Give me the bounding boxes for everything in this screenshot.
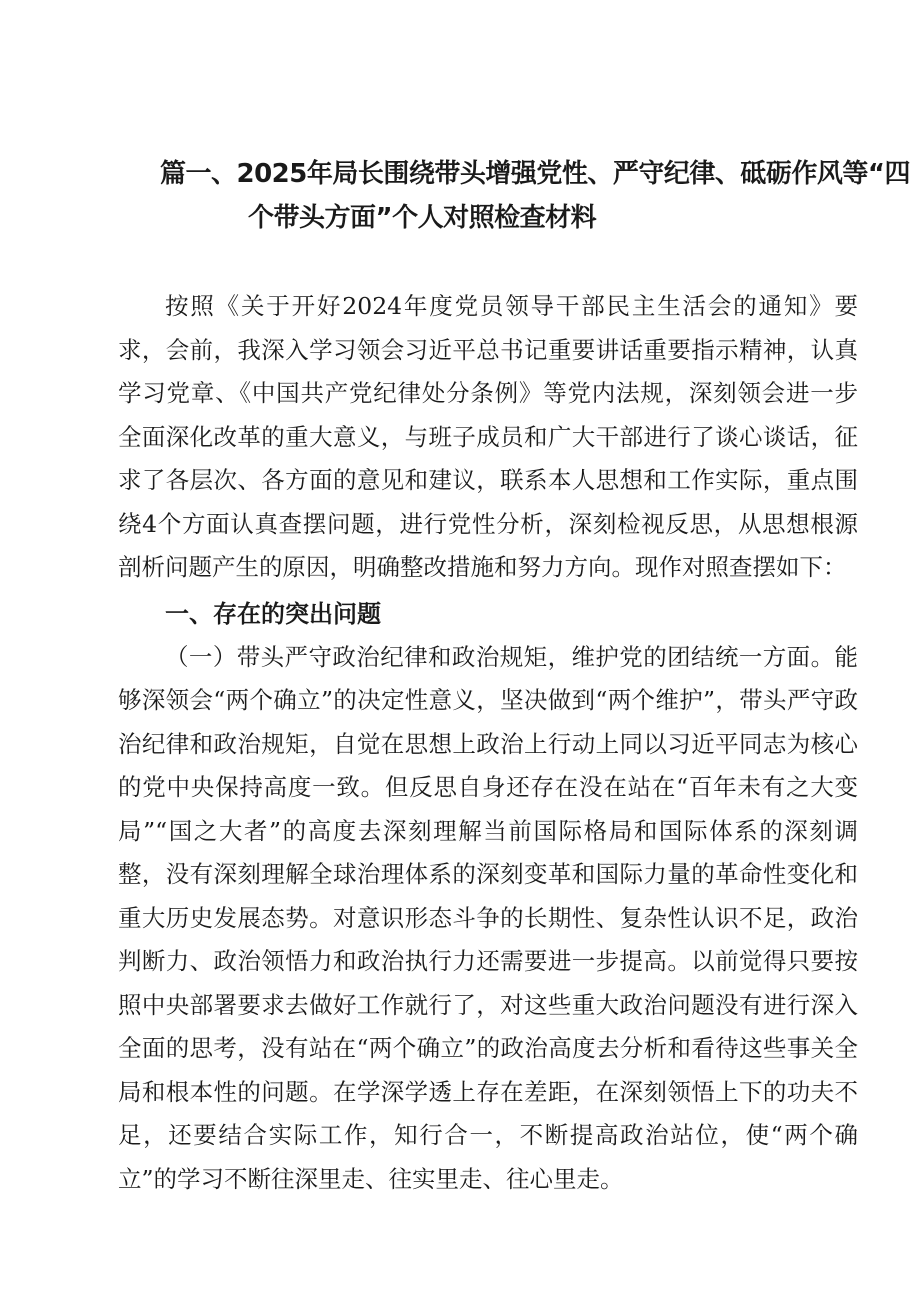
section-paragraph: （一）带头严守政治纪律和政治规矩，维护党的团结统一方面。能够深领会“两个确立”的决定性意义，坚决做到“两个维护”，带头严守政治纪律和政治规矩，自觉在思想上政治上行动上同以习近平同志为核心的党中央保持高度一致。但反思自身还存在没在站在“百年未有之大变局”“国之大者”的高度去深刻理解当前国际格局和国际体系的深刻调整，没有深刻理解全球治理体系的深刻变革和国际力量的革命性变化和重大历史发展态势。对意识形态斗争的长期性、复杂性认识不足，政治判断力、政治领悟力和政治执行力还需要进一步提高。以前觉得只要按照中央部署要求去做好工作就行了，对这些重大政治问题没有进行深入全面的思考，没有站在“两个确立”的政治高度去分析和看待这些事关全局和根本性的问题。在学深学透上存在差距，在深刻领悟上下的功夫不足，还要结合实际工作，知行合一，不断提高政治站位，使“两个确立”的学习不断往深里走、往实里走、往心里走。 xyxy=(118,642,858,1193)
section-heading: 一、存在的突出问题 xyxy=(165,599,381,628)
intro-paragraph: 按照《关于开好2024年度党员领导干部民主生活会的通知》要求，会前，我深入学习领会习近平总书记重要讲话重要指示精神，认真学习党章、《中国共产党纪律处分条例》等党内法规，深刻领会进一步全面深化改革的重大意义，与班子成员和广大干部进行了谈心谈话，征求了各层次、各方面的意见和建议，联系本人思想和工作实际，重点围绕4个方面认真查摆问题，进行党性分析，深刻检视反思，从思想根源剖析问题产生的原因，明确整改措施和努力方向。现作对照查摆如下： xyxy=(118,292,858,581)
document-body xyxy=(118,285,858,1201)
title-line-2: 个带头方面”个人对照检查材料 xyxy=(248,203,597,233)
document-title xyxy=(160,152,910,240)
title-line-1: 篇一、2025年局长围绕带头增强党性、严守纪律、砥砺作风等“四 xyxy=(160,159,910,189)
